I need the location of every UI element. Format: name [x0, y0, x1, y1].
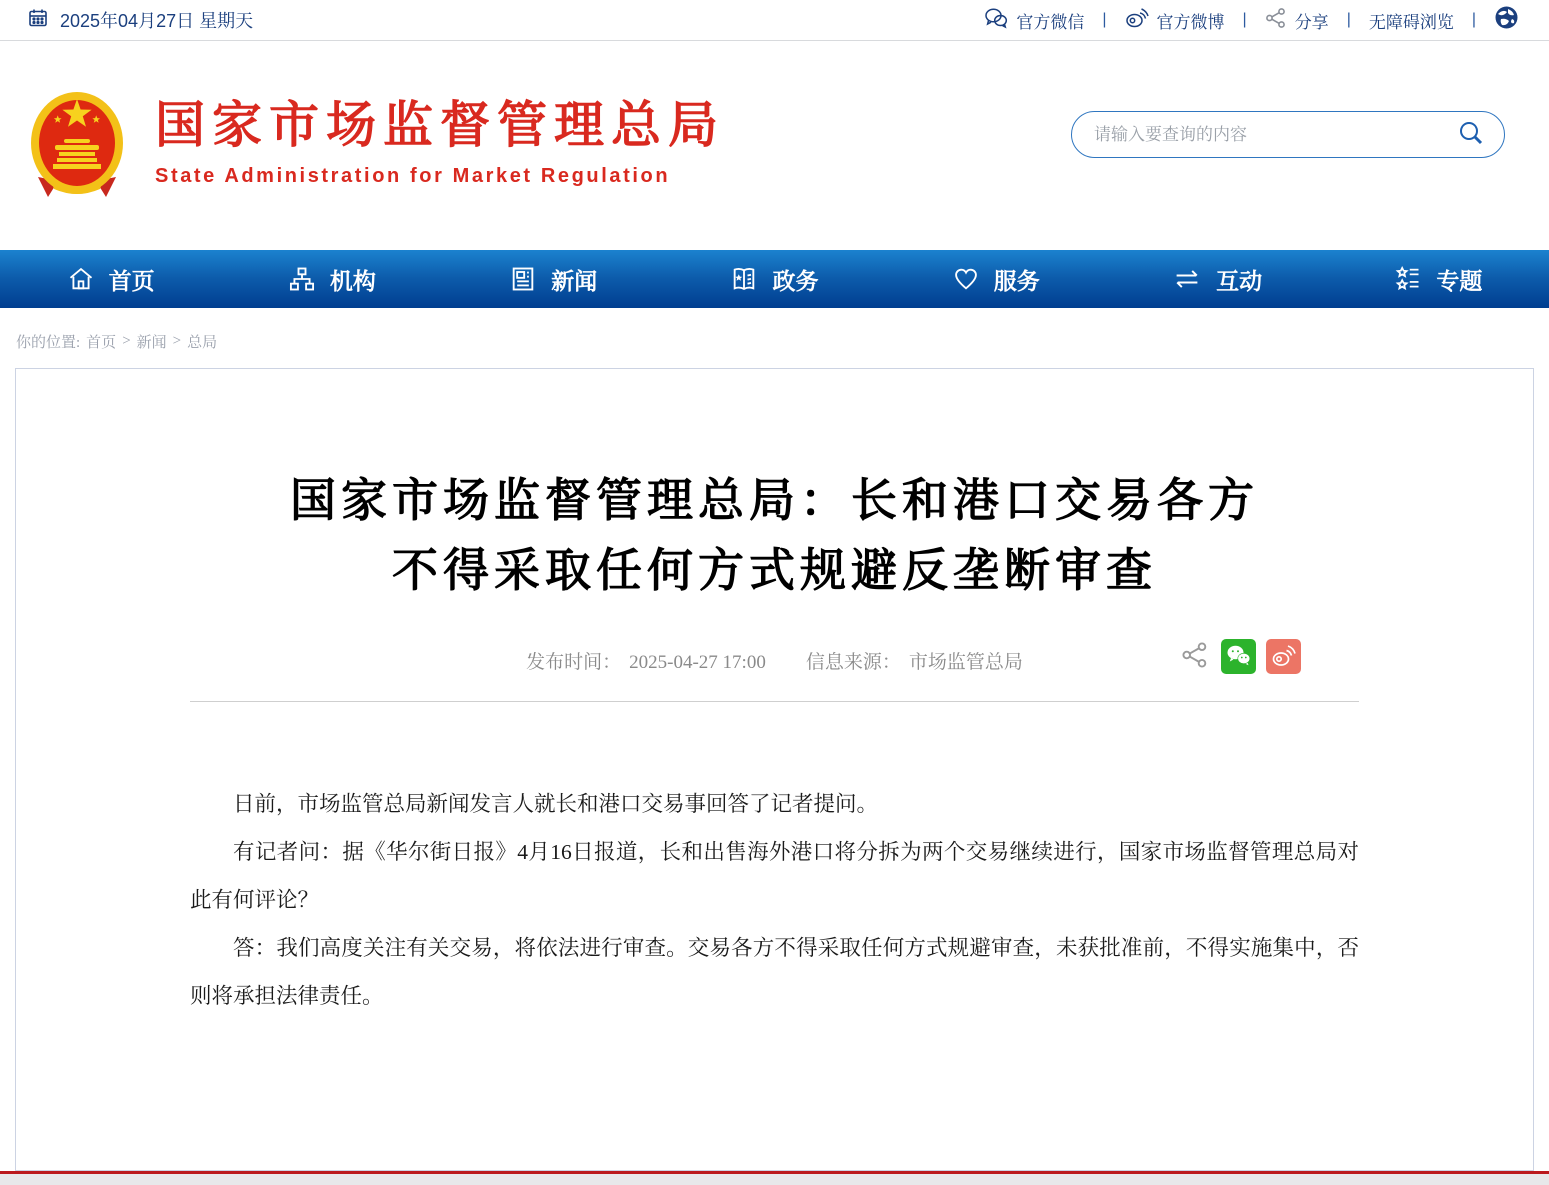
news-icon: [509, 265, 537, 293]
site-header: [0, 41, 1549, 250]
nav-item-home[interactable]: [0, 250, 221, 308]
heart-icon: [952, 265, 980, 293]
nav-label: 专题: [1436, 267, 1483, 294]
nav-label: 机构: [329, 267, 376, 294]
share-icon: [1265, 7, 1287, 34]
accessibility-label: 无障碍浏览: [1368, 12, 1454, 32]
meta-divider: [190, 701, 1359, 702]
weibo-icon: [1125, 7, 1149, 34]
top-utility-bar: [0, 0, 1549, 41]
nav-item-gov[interactable]: [664, 250, 885, 308]
top-divider: |: [1346, 11, 1351, 28]
sitemap-icon: [288, 265, 316, 293]
breadcrumb-separator: >: [122, 332, 131, 349]
nav-item-topics[interactable]: [1328, 250, 1549, 308]
weibo-square-icon: [1270, 642, 1297, 672]
home-icon: [67, 265, 95, 293]
source-value: 市场监管总局: [908, 652, 1023, 673]
gov-book-icon: [730, 265, 758, 293]
nav-item-org[interactable]: [221, 250, 442, 308]
globe-icon: [1494, 5, 1519, 35]
breadcrumb-current[interactable]: 总局: [187, 334, 218, 351]
source-label: 信息来源：: [805, 652, 901, 673]
calendar-icon: [28, 8, 48, 33]
share-link[interactable]: [1265, 7, 1329, 34]
nav-label: 政务: [772, 267, 819, 294]
article-body: [190, 780, 1359, 1020]
date-display: [28, 7, 253, 33]
share-wechat-button[interactable]: [1221, 639, 1256, 674]
site-search: [1071, 111, 1505, 158]
national-emblem-logo[interactable]: [28, 89, 126, 206]
top-divider: |: [1242, 11, 1247, 28]
nav-item-news[interactable]: [443, 250, 664, 308]
search-icon: [1457, 119, 1485, 150]
nav-label: 服务: [993, 267, 1040, 294]
wechat-icon: [984, 7, 1008, 34]
article-container: [15, 368, 1534, 1171]
wechat-square-icon: [1225, 642, 1252, 672]
search-button[interactable]: [1456, 120, 1486, 150]
star-list-icon: [1394, 265, 1422, 293]
share-label: 分享: [1294, 12, 1329, 32]
article-share-row: [1179, 639, 1301, 674]
article-paragraph: 日前，市场监管总局新闻发言人就长和港口交易事回答了记者提问。: [233, 792, 879, 816]
footer-top-edge: [0, 1171, 1549, 1185]
site-brand[interactable]: [155, 95, 725, 188]
language-globe-link[interactable]: [1494, 5, 1519, 35]
breadcrumb-location-label: 你的位置:: [16, 334, 81, 351]
official-weibo-label: 官方微博: [1156, 12, 1225, 32]
swap-arrows-icon: [1172, 265, 1202, 293]
article-paragraph: 答：我们高度关注有关交易，将依法进行审查。交易各方不得采取任何方式规避审查，未获批准前，不得实施集中，否则将承担法律责任。: [190, 936, 1359, 1008]
share-nodes-icon: [1181, 640, 1209, 673]
breadcrumb-home[interactable]: 首页: [86, 334, 117, 351]
official-wechat-link[interactable]: [984, 7, 1084, 34]
accessibility-link[interactable]: [1369, 8, 1454, 33]
site-name: 国家市场监督管理总局: [155, 97, 725, 153]
top-divider: |: [1102, 11, 1107, 28]
article-title-line1: 国家市场监督管理总局：长和港口交易各方: [290, 474, 1259, 526]
nav-item-interaction[interactable]: [1106, 250, 1327, 308]
nav-item-services[interactable]: [885, 250, 1106, 308]
top-links: [984, 5, 1519, 35]
official-wechat-label: 官方微信: [1016, 12, 1085, 32]
nav-label: 首页: [108, 267, 155, 294]
publish-time-value: 2025-04-27 17:00: [629, 652, 766, 673]
site-name-english: State Administration for Market Regulation: [155, 165, 671, 187]
article-paragraph: 有记者问：据《华尔街日报》4月16日报道，长和出售海外港口将分拆为两个交易继续进行，国家市场监督管理总局对此有何评论？: [190, 840, 1359, 912]
article-title: [136, 465, 1413, 605]
main-nav: [0, 250, 1549, 308]
article-meta: [190, 639, 1359, 679]
official-weibo-link[interactable]: [1125, 7, 1225, 34]
share-weibo-button[interactable]: [1266, 639, 1301, 674]
top-divider: |: [1471, 11, 1476, 28]
breadcrumb: [0, 308, 1549, 368]
breadcrumb-news[interactable]: 新闻: [136, 334, 167, 351]
publish-time-label: 发布时间：: [526, 652, 622, 673]
article-share-button[interactable]: [1179, 639, 1211, 674]
nav-label: 互动: [1216, 267, 1263, 294]
nav-label: 新闻: [551, 267, 598, 294]
article-title-line2: 不得采取任何方式规避反垄断审查: [392, 544, 1157, 596]
search-input[interactable]: [1094, 125, 1456, 145]
current-date: 2025年04月27日 星期天: [60, 11, 254, 31]
breadcrumb-separator: >: [172, 332, 182, 349]
